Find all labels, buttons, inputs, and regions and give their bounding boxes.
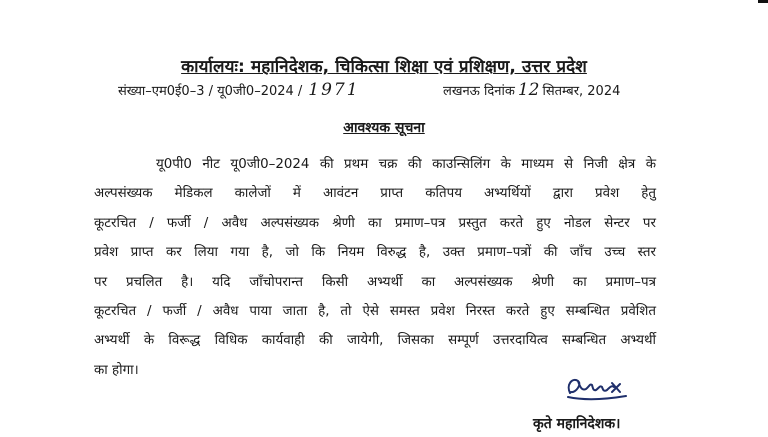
body-line: अल्पसंख्यक मेडिकल कालेजों में आवंटन प्राप्त कतिपय अभ्यर्थियों द्वारा प्रवेश हेतु [94, 186, 656, 202]
reference-line [118, 80, 658, 102]
body-line: कूटरचित / फर्जी / अवैध अल्पसंख्यक श्रेणी का प्रमाण–पत्र प्रस्तुत करते हुए नोडल सेन्टर पर [94, 215, 656, 231]
signature-image [562, 373, 632, 403]
place-date [443, 80, 620, 100]
body-line: पर प्रचलित है। यदि जाँचोपरान्त किसी अभ्यर्थी का अल्पसंख्यक श्रेणी का प्रमाण–पत्र [94, 274, 656, 290]
reference-number-block [118, 80, 360, 100]
notice-body [94, 150, 656, 385]
reference-prefix: संख्या–एम0ई0–3 / यू0जी0–2024 / [118, 84, 303, 99]
place-date-prefix: लखनऊ दिनांक [443, 84, 515, 99]
signatory-label: कृते महानिदेशक। [533, 416, 621, 432]
body-line: यू0पी0 नीट यू0जी0–2024 की प्रथम चक्र की काउन्सिलिंग के माध्यम से निजी क्षेत्र के [156, 157, 656, 172]
reference-number: 1971 [308, 80, 360, 100]
body-line: कूटरचित / फर्जी / अवैध पाया जाता है, तो ऐसे समस्त प्रवेश निरस्त करते हुए सम्बन्धित प्रवेशित [94, 303, 656, 319]
body-line: अभ्यर्थी के विरूद्ध विधिक कार्यवाही की जायेगी, जिसका सम्पूर्ण उत्तरदायित्व सम्बन्धित अभ्यर्थी [94, 333, 656, 349]
body-line: प्रवेश प्राप्त कर लिया गया है, जो कि नियम विरुद्ध है, उक्त प्रमाण–पत्रों की जाँच उच्च स्तर [94, 245, 656, 261]
notice-heading: आवश्यक सूचना [343, 120, 425, 136]
date-month-year: सितम्बर, 2024 [542, 84, 621, 99]
date-day: 12 [517, 80, 540, 100]
office-title: कार्यालयः: महानिदेशक, चिकित्सा शिक्षा एवं प्रशिक्षण, उत्तर प्रदेश [181, 57, 587, 77]
corner-mark [758, 0, 768, 3]
body-line: का होगा। [94, 362, 139, 378]
